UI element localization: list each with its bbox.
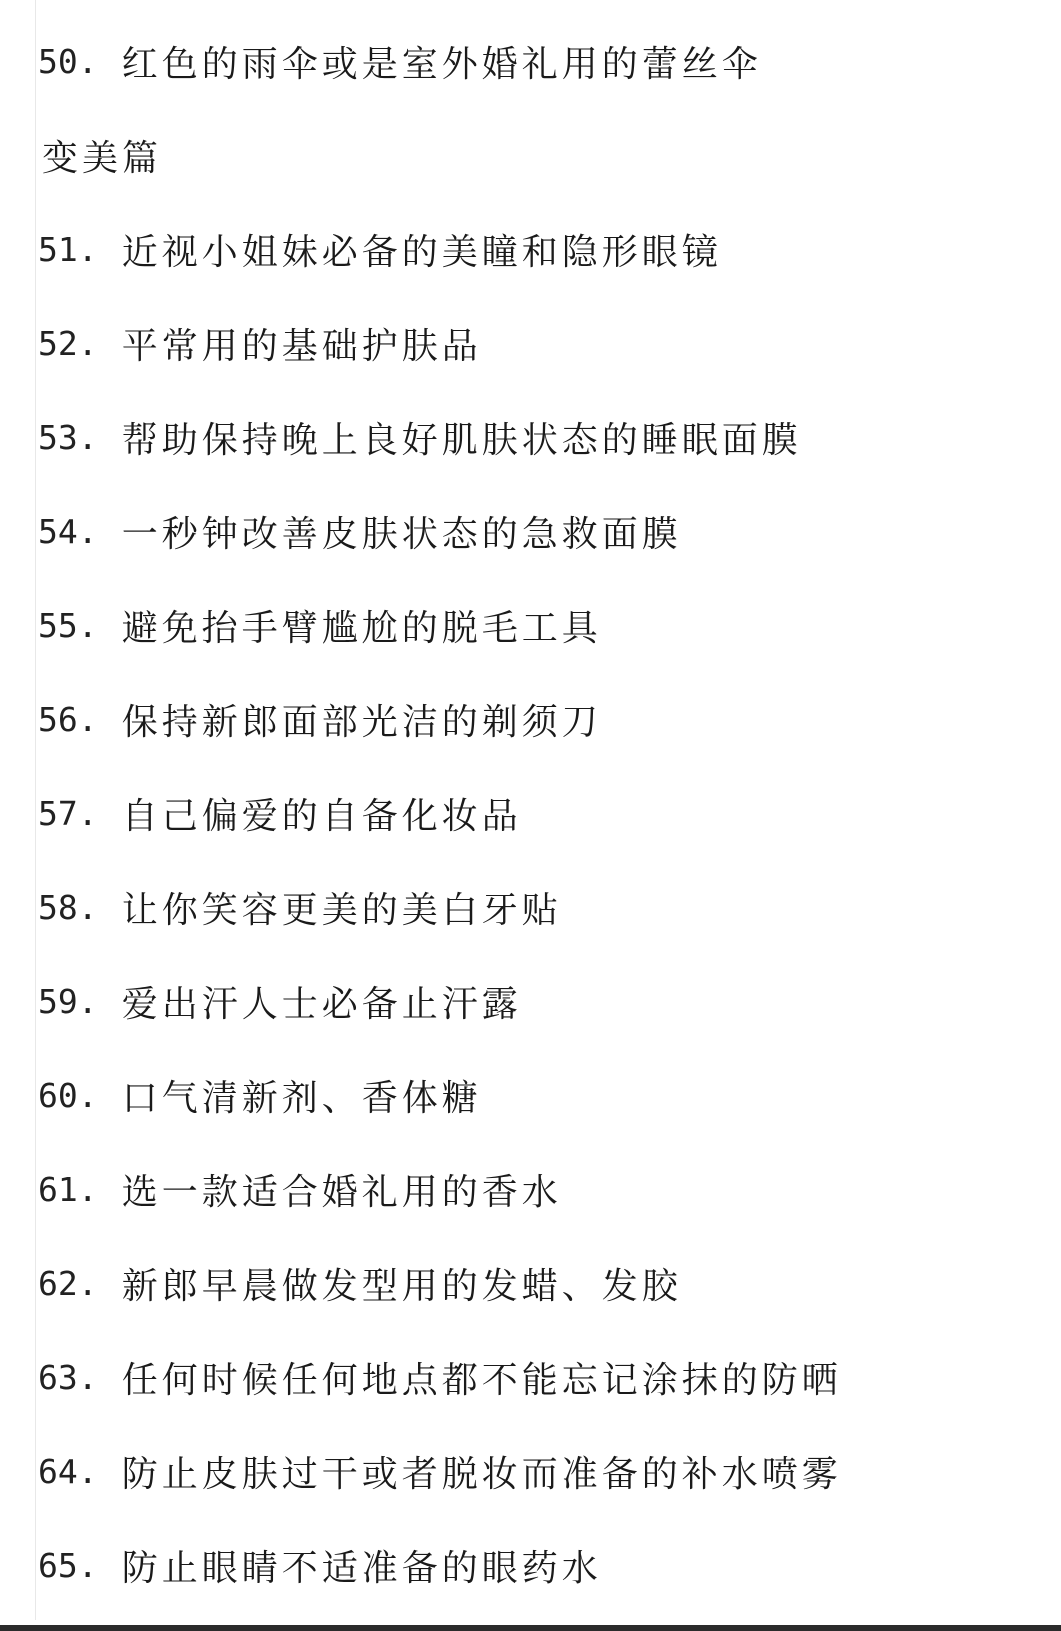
item-number: 61 [38,1169,78,1209]
list-item [38,1048,1041,1142]
item-number: 65 [38,1545,78,1585]
item-text: 新郎早晨做发型用的发蜡、发胶 [121,1265,682,1307]
bottom-divider [0,1625,1061,1631]
item-number: 60 [38,1075,78,1115]
item-text: 保持新郎面部光洁的剃须刀 [121,701,602,743]
item-separator: . [77,511,102,551]
item-separator: . [77,981,102,1021]
item-number: 64 [38,1451,78,1491]
item-separator: . [77,323,102,363]
item-number: 63 [38,1357,78,1397]
item-separator: . [77,887,102,927]
item-text: 防止眼睛不适准备的眼药水 [121,1547,602,1589]
list-item [38,1518,1041,1612]
item-number: 59 [38,981,78,1021]
item-separator: . [77,229,102,269]
item-text: 让你笑容更美的美白牙贴 [121,889,562,931]
item-number: 62 [38,1263,78,1303]
item-text: 爱出汗人士必备止汗露 [121,983,522,1025]
list-item [38,672,1041,766]
checklist [38,14,1041,1612]
item-number: 55 [38,605,78,645]
item-text: 避免抬手臂尴尬的脱毛工具 [121,607,602,649]
item-text: 选一款适合婚礼用的香水 [121,1171,562,1213]
item-separator: . [77,1451,102,1491]
item-text: 近视小姐妹必备的美瞳和隐形眼镜 [121,231,722,273]
item-separator: . [77,1169,102,1209]
item-separator: . [77,41,102,81]
list-item [38,1424,1041,1518]
list-item [38,578,1041,672]
item-separator: . [77,1357,102,1397]
list-item [38,14,1041,108]
item-separator: . [77,1545,102,1585]
list-item [38,484,1041,578]
item-separator: . [77,605,102,645]
item-number: 54 [38,511,78,551]
item-text: 自己偏爱的自备化妆品 [121,795,522,837]
item-number: 51 [38,229,78,269]
item-separator: . [77,1263,102,1303]
item-text: 口气清新剂、香体糖 [121,1077,482,1119]
list-item [38,202,1041,296]
item-text: 防止皮肤过干或者脱妆而准备的补水喷雾 [121,1453,842,1495]
item-separator: . [77,1075,102,1115]
item-number: 52 [38,323,78,363]
item-number: 53 [38,417,78,457]
list-item [38,860,1041,954]
list-item [38,954,1041,1048]
item-separator: . [77,417,102,457]
item-separator: . [77,699,102,739]
item-number: 56 [38,699,78,739]
list-item [38,296,1041,390]
item-text: 红色的雨伞或是室外婚礼用的蕾丝伞 [121,43,762,85]
list-item [38,390,1041,484]
list-item [38,766,1041,860]
item-text: 任何时候任何地点都不能忘记涂抹的防晒 [121,1359,842,1401]
item-text: 一秒钟改善皮肤状态的急救面膜 [121,513,682,555]
item-number: 57 [38,793,78,833]
item-text: 平常用的基础护肤品 [121,325,482,367]
list-item [38,1330,1041,1424]
item-number: 50 [38,41,78,81]
list-item [38,1142,1041,1236]
item-number: 58 [38,887,78,927]
item-separator: . [77,793,102,833]
section-heading: 变美篇 [42,137,163,179]
list-item [38,1236,1041,1330]
left-margin-rule [35,0,36,1620]
item-text: 帮助保持晚上良好肌肤状态的睡眠面膜 [121,419,802,461]
